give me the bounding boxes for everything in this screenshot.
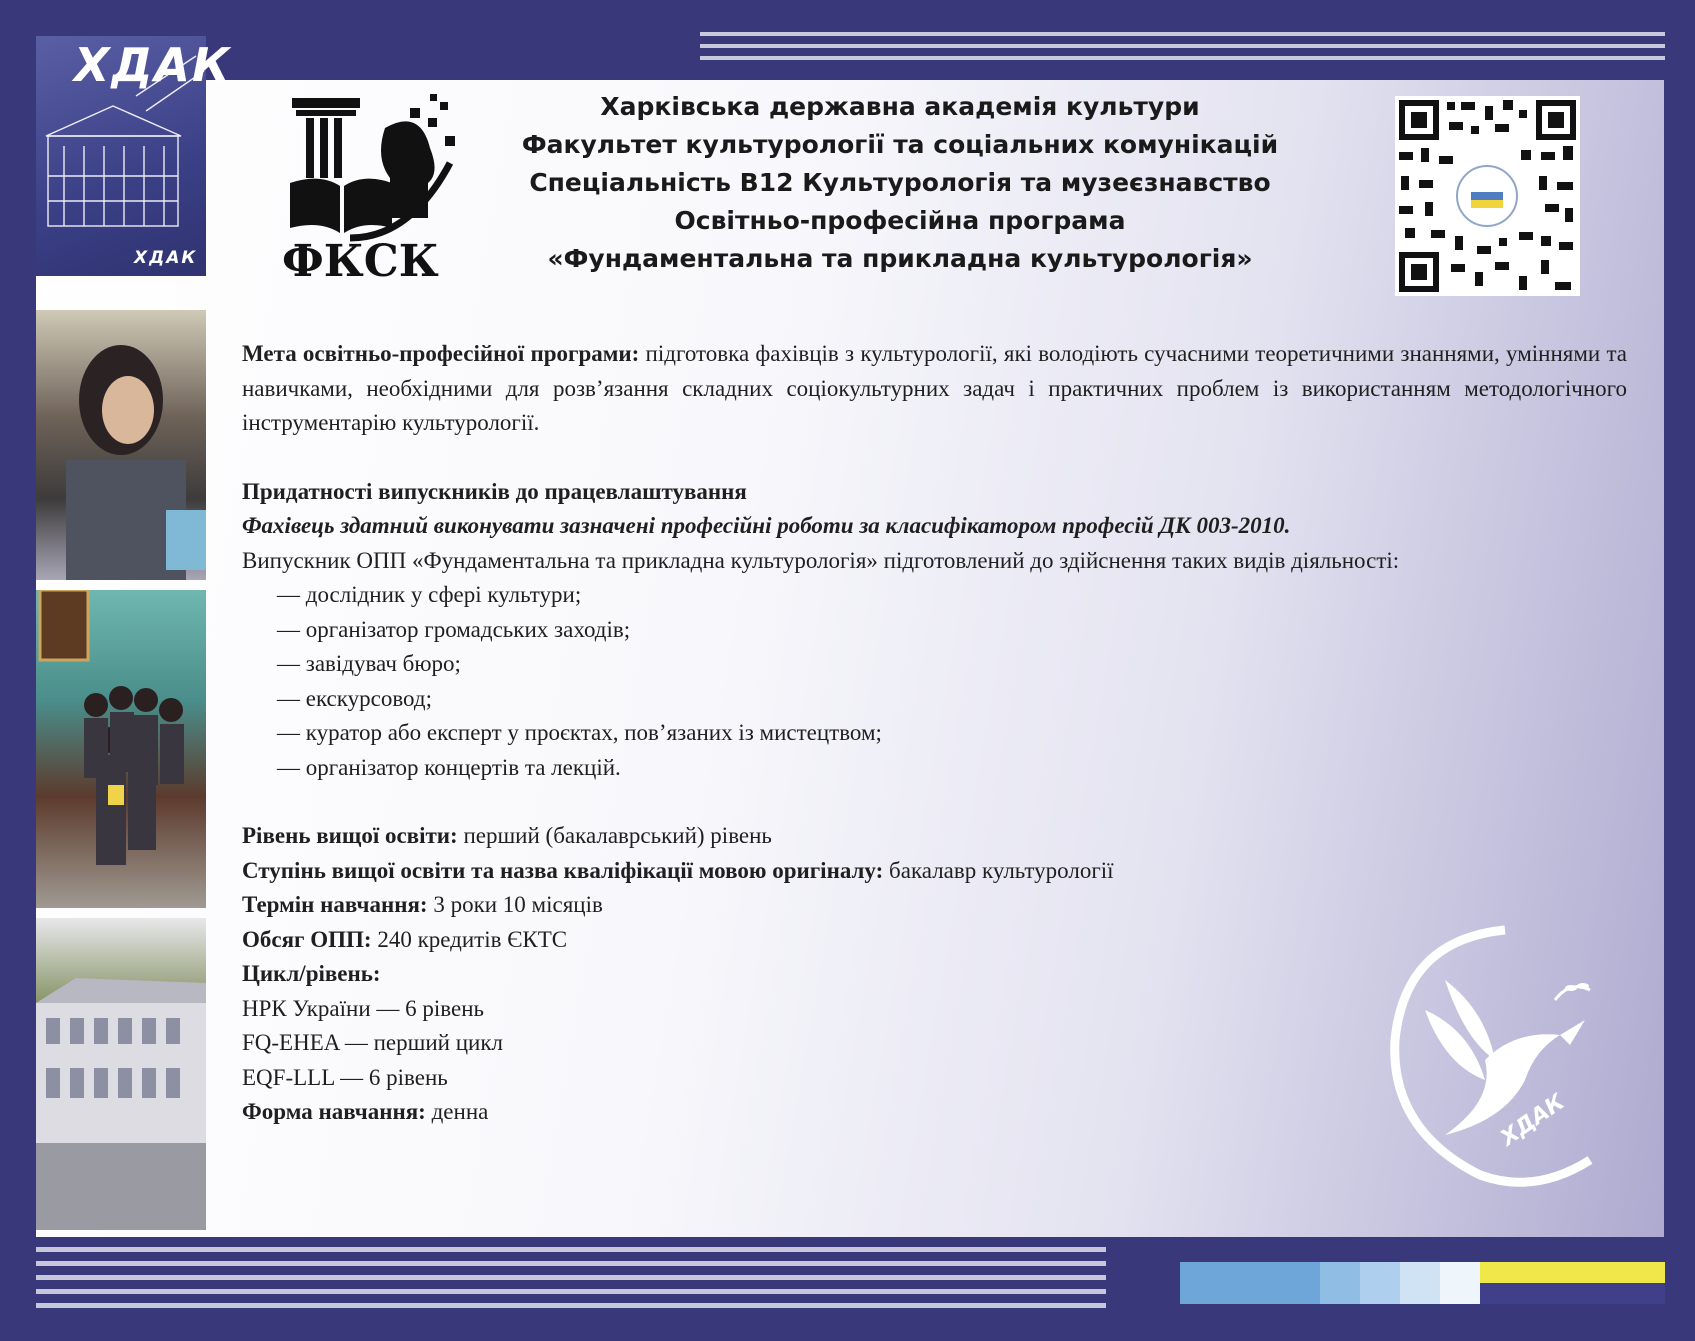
qr-code[interactable] <box>1395 96 1580 296</box>
top-decorative-lines <box>700 30 1665 80</box>
study-term <box>242 888 1627 923</box>
bottom-decorative-lines <box>36 1245 1106 1315</box>
fksk-logo <box>280 88 470 288</box>
goal-text: підготовка фахівців з культурології, які володіють сучасними теоретичними знаннями, уміннями та навичками, необхідними для розв’язання складних соціокультурних задач і практичних проблем із використанням методологічного інструментарію культурології. <box>242 341 1627 435</box>
degree-value: бакалавр культурології <box>883 857 1114 883</box>
list-item: — організатор концертів та лекцій. <box>277 754 621 780</box>
study-term-value: 3 роки 10 місяців <box>427 892 603 917</box>
list-item: — завідувач бюро; <box>277 651 461 676</box>
header-title-block <box>520 88 1280 278</box>
fksk-logo-text: ФКСК <box>282 236 439 287</box>
cycle-fq-ehea: FQ-EHEA — перший цикл <box>242 1030 503 1055</box>
employability-subtitle: Фахівець здатний виконувати зазначені професійні роботи за класифікатором професій ДК 003-2010. <box>242 513 1291 538</box>
list-item: — екскурсовод; <box>277 685 432 711</box>
cycle-nqf: НРК України — 6 рівень <box>242 995 485 1021</box>
cycle-eqf-lll: EQF-LLL — 6 рівень <box>242 1064 448 1090</box>
employability-intro: Випускник ОПП «Фундаментальна та прикладна культурологія» підготовлений до здійснення таких видів діяльності: <box>242 547 1400 573</box>
goal-label: Мета освітньо-професійної програми: <box>242 341 640 366</box>
emblem-title: ХДАК <box>74 38 232 92</box>
brand-color-bar <box>1180 1262 1665 1304</box>
program-volume-value: 240 кредитів ЄКТС <box>371 926 568 952</box>
study-form-label: Форма навчання: <box>242 1099 426 1124</box>
cycle-label: Цикл/рівень: <box>242 961 381 986</box>
study-form-value: денна <box>425 1099 489 1124</box>
education-level <box>242 819 1627 854</box>
header-faculty: Факультет культурології та соціальних комунікацій <box>521 130 1279 159</box>
student-photo <box>36 310 206 580</box>
program-goal <box>242 337 1627 441</box>
employability-title: Придатності випускників до працевлаштування <box>242 478 747 504</box>
dove-logo-text: ХДАК <box>1496 1089 1570 1152</box>
header-academy: Харківська державна академія культури <box>600 92 1200 121</box>
emblem-small-label: ХДАК <box>134 248 198 268</box>
degree-label: Ступінь вищої освіти та назва кваліфікації мовою оригіналу: <box>242 857 884 883</box>
group-photo <box>36 590 206 908</box>
education-level-label: Рівень вищої освіти: <box>242 823 458 848</box>
list-item: — організатор громадських заходів; <box>277 616 631 642</box>
education-level-value: перший (бакалаврський) рівень <box>457 823 772 848</box>
list-item: — куратор або експерт у проєктах, пов’язаних із мистецтвом; <box>277 720 882 745</box>
list-item: — дослідник у сфері культури; <box>277 582 582 607</box>
degree <box>242 854 1627 889</box>
program-volume-label: Обсяг ОПП: <box>242 926 372 952</box>
header-program-type: Освітньо-професійна програма <box>674 206 1126 235</box>
header-specialty: Спеціальність B12 Культурологія та музеєзнавство <box>529 168 1271 197</box>
khdak-emblem <box>36 36 232 276</box>
dove-logo <box>1385 920 1615 1190</box>
academy-building-photo <box>36 918 206 1230</box>
header-program-name: «Фундаментальна та прикладна культурологія» <box>547 244 1253 273</box>
study-term-label: Термін навчання: <box>242 892 428 917</box>
